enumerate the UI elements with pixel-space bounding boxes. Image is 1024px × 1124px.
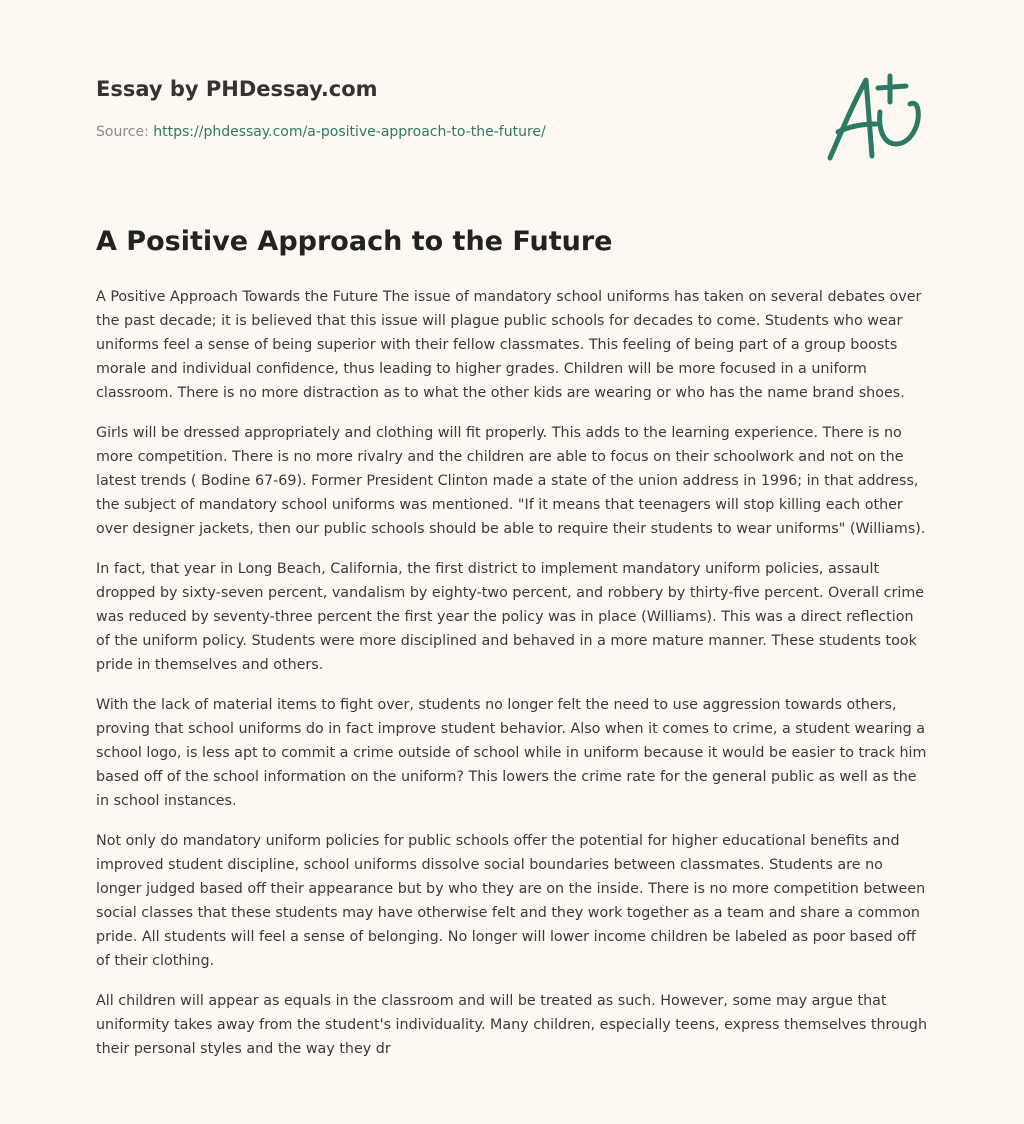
site-brand: Essay by PHDessay.com	[96, 77, 378, 101]
essay-paragraph: In fact, that year in Long Beach, California, the first district to implement mandatory uniform policies, assault dropped by sixty-seven percent, vandalism by eighty-two percent, and robbery by thirty-five percent. Overall crime was reduced by seventy-three percent the first year the policy was in place (Williams). This was a direct reflection of the uniform policy. Students were more disciplined and behaved in a more mature manner. These students took pride in themselves and others.	[96, 561, 925, 673]
source-line	[96, 124, 546, 140]
essay-paragraph: With the lack of material items to fight over, students no longer felt the need to use aggression towards others, proving that school uniforms do in fact improve student behavior. Also when it comes to crime, a student wearing a school logo, is less apt to commit a crime outside of school while in uniform because it would be easier to track him based off of the school information on the uniform? This lowers the crime rate for the general public as well as the in school instances.	[96, 697, 927, 809]
a-plus-logo-icon	[822, 68, 928, 166]
essay-body	[96, 285, 930, 1077]
essay-title: A Positive Approach to the Future	[96, 226, 613, 257]
essay-paragraph: A Positive Approach Towards the Future The issue of mandatory school uniforms has taken on several debates over the past decade; it is believed that this issue will plague public schools for decades to come. Students who wear uniforms feel a sense of being superior with their fellow classmates. This feeling of being part of a group boosts morale and individual confidence, thus leading to higher grades. Children will be more focused in a uniform classroom. There is no more distraction as to what the other kids are wearing or who has the name brand shoes.	[96, 289, 922, 401]
source-label: Source:	[96, 124, 149, 140]
essay-paragraph: Not only do mandatory uniform policies for public schools offer the potential for higher educational benefits and improved student discipline, school uniforms dissolve social boundaries between classmates. Students are no longer judged based off their appearance but by who they are on the inside. There is no more competition between social classes that these students may have otherwise felt and they work together as a team and share a common pride. All students will feel a sense of belonging. No longer will lower income children be labeled as poor based off of their clothing.	[96, 833, 926, 969]
essay-paragraph: All children will appear as equals in the classroom and will be treated as such. However, some may argue that uniformity takes away from the student's individuality. Many children, especially teens, express themselves through their personal styles and the way they dr	[96, 993, 928, 1057]
essay-paragraph: Girls will be dressed appropriately and clothing will fit properly. This adds to the learning experience. There is no more competition. There is no more rivalry and the children are able to focus on their schoolwork and not on the latest trends ( Bodine 67-69). Former President Clinton made a state of the union address in 1996; in that address, the subject of mandatory school uniforms was mentioned. "If it means that teenagers will stop killing each other over designer jackets, then our public schools should be able to require their students to wear uniforms" (Williams).	[96, 425, 926, 537]
source-link[interactable]: https://phdessay.com/a-positive-approach-to-the-future/	[153, 124, 546, 140]
